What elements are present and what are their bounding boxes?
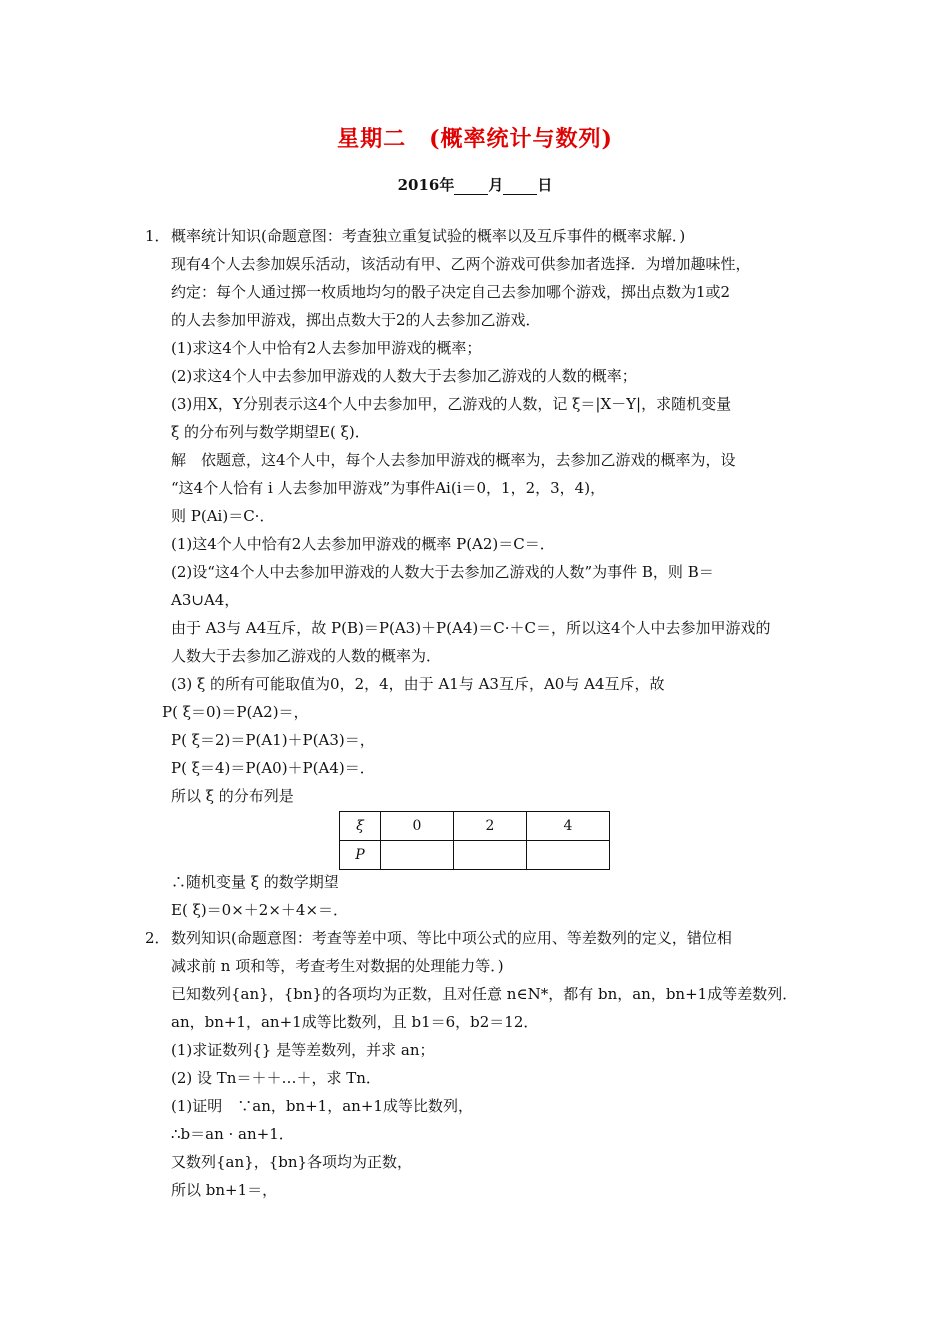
date-year: 2016年: [397, 176, 455, 194]
q1-line: (3) ξ 的所有可能取值为0，2，4，由于 A1与 A3互斥，A0与 A4互斥，故: [171, 675, 665, 693]
table-cell: 4: [527, 812, 610, 841]
q2-line: 减求前 n 项和等，考查考生对数据的处理能力等．): [171, 957, 504, 975]
distribution-table: [339, 811, 610, 870]
q2-line: 数列知识(命题意图：考查等差中项、等比中项公式的应用、等差数列的定义，错位相: [171, 929, 732, 947]
q2-line: an，bn+1，an+1成等比数列，且 b1＝6，b2＝12．: [171, 1013, 539, 1031]
q1-line: (2)设“这4个人中去参加甲游戏的人数大于去参加乙游戏的人数”为事件 B，则 B＝: [171, 563, 714, 581]
q2-line: ∴b＝an · an+1．: [171, 1125, 294, 1143]
question-1-number: 1．: [145, 227, 170, 245]
q1-line: P( ξ＝0)＝P(A2)＝，: [162, 703, 309, 721]
q2-line: (1)求证数列{} 是等差数列，并求 an；: [171, 1041, 435, 1059]
q1-line: 则 P(Ai)＝C·．: [171, 507, 275, 525]
q2-line: (2) 设 Tn＝＋＋…＋，求 Tn．: [171, 1069, 381, 1087]
table-row: [340, 812, 610, 841]
q2-line: 所以 bn+1＝，: [171, 1181, 278, 1199]
table-cell: ξ: [340, 812, 381, 841]
q1-line: (1)求这4个人中恰有2人去参加甲游戏的概率；: [171, 339, 482, 357]
q1-line: A3∪A4，: [171, 591, 240, 609]
q1-line: P( ξ＝2)＝P(A1)＋P(A3)＝，: [171, 731, 375, 749]
q1-line: 概率统计知识(命题意图：考查独立重复试验的概率以及互斥事件的概率求解．): [171, 227, 686, 245]
q1-line: (2)求这4个人中去参加甲游戏的人数大于去参加乙游戏的人数的概率；: [171, 367, 637, 385]
q2-line: 又数列{an}，{bn}各项均为正数，: [171, 1153, 413, 1171]
q1-line: E( ξ)＝0×＋2×＋4×＝．: [171, 901, 349, 919]
q1-line: 现有4个人去参加娱乐活动，该活动有甲、乙两个游戏可供参加者选择．为增加趣味性，: [171, 255, 751, 273]
q2-line: 已知数列{an}，{bn}的各项均为正数，且对任意 n∈N*，都有 bn，an，bn+1成等差数列．: [171, 985, 798, 1003]
page-title: 星期二 (概率统计与数列): [337, 126, 613, 152]
q1-line: 所以 ξ 的分布列是: [171, 787, 294, 805]
table-cell: P: [340, 841, 381, 870]
question-2-number: 2．: [145, 929, 170, 947]
q1-line: 约定：每个人通过掷一枚质地均匀的骰子决定自己去参加哪个游戏，掷出点数为1或2: [171, 283, 731, 301]
q1-line: 解 依题意，这4个人中，每个人去参加甲游戏的概率为，去参加乙游戏的概率为，设: [171, 451, 736, 469]
table-cell: [381, 841, 454, 870]
q1-line: ∴随机变量 ξ 的数学期望: [171, 873, 339, 891]
q1-line: “这4个人恰有 i 人去参加甲游戏”为事件Ai(i＝0，1，2，3，4)，: [171, 479, 606, 497]
table-cell: 0: [381, 812, 454, 841]
day-blank: [503, 180, 537, 195]
table-cell: 2: [454, 812, 527, 841]
q1-line: ξ 的分布列与数学期望E( ξ)．: [171, 423, 370, 441]
q1-line: P( ξ＝4)＝P(A0)＋P(A4)＝．: [171, 759, 375, 777]
q1-line: 的人去参加甲游戏，掷出点数大于2的人去参加乙游戏．: [171, 311, 541, 329]
table-cell: [454, 841, 527, 870]
q1-line: (3)用X，Y分别表示这4个人中去参加甲，乙游戏的人数，记 ξ＝|X－Y|，求随机变量: [171, 395, 732, 413]
table-row: [340, 841, 610, 870]
table-cell: [527, 841, 610, 870]
q1-line: (1)这4个人中恰有2人去参加甲游戏的概率 P(A2)＝C＝．: [171, 535, 555, 553]
date-day: 日: [537, 176, 553, 194]
q1-line: 由于 A3与 A4互斥，故 P(B)＝P(A3)＋P(A4)＝C·＋C＝，所以这4个人中去参加甲游戏的: [171, 619, 771, 637]
q2-line: (1)证明 ∵an，bn+1，an+1成等比数列，: [171, 1097, 473, 1115]
q1-line: 人数大于去参加乙游戏的人数的概率为．: [171, 647, 442, 665]
date-line: [0, 174, 950, 195]
month-blank: [454, 180, 488, 195]
date-month: 月: [488, 176, 504, 194]
